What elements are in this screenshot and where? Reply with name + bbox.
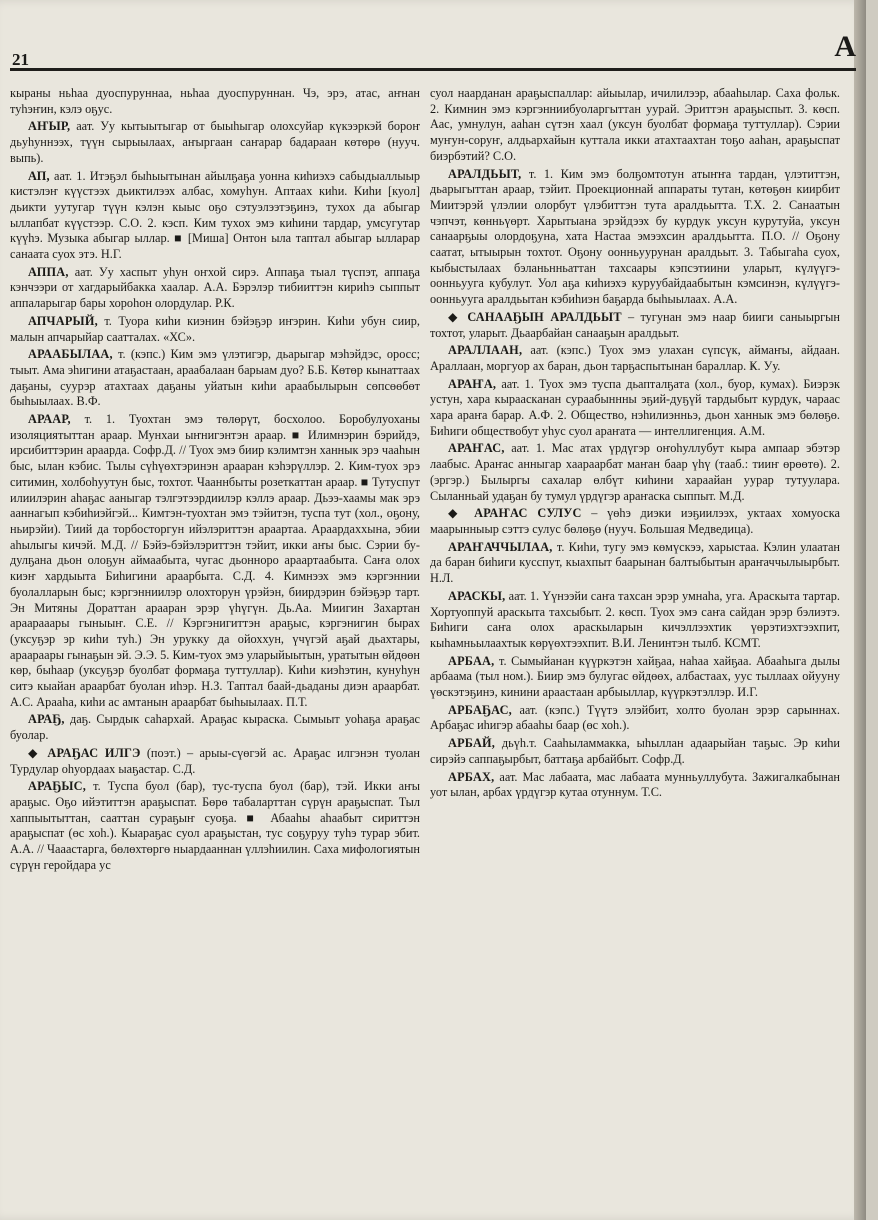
entry-headword: АРБАЙ,: [448, 736, 496, 751]
dictionary-entry: [430, 506, 840, 537]
entry-text: кыраны ньһаа дуоспуруннаа, ньһаа дуоспуруннан. Чэ, эрэ, атас, аҥнан туһэҥин, кэлэ оҕус.: [10, 86, 420, 116]
dictionary-entry: [10, 169, 420, 263]
entry-headword: АРАҔ,: [28, 712, 65, 727]
dictionary-entry: [10, 265, 420, 312]
entry-headword: АРАҔЫС,: [28, 779, 87, 794]
dictionary-entry: [430, 589, 840, 652]
page-header: [10, 30, 856, 70]
entry-text: аат. 1. Үүнээйи саҥа тахсан эрэр умнаһа, уга. Араскыта тартар. Хортуоппуй араскыта тахсыбыт. 2. көсп. Туох эмэ саҥа сайдан эрэр бэлиэтэ. Биһиги саҥа олох араскыларын кичэллээхтик үөрэтиэхтээхпит, кыһамньылаахтык көрүөхтээхпит. В.И. Ленинтэн тылб. КСМТ.: [430, 588, 840, 650]
entry-text: т. Туспа буол (бар), тус-туспа буол (бар), тэй. Икки аҥы араҕыс. Оҕо ийэтиттэн араҕыспат. Бөрө табаларттан сүрүн араҕыспат. Тыл хаппыытыттан, сааттан сураҕыҥ суоҕа. ■ Абааһы аһаабыт сириттэн араҕыспат (өс хоһ.). Кыараҕас суол араҕыстан, тус соҕуруу туһэ турар эбит. А.А. // Чааастарга, бөлөхтөргө ныардааннан үллэһиилин. Саха мифологиятын сүрүн геройдара ус: [10, 779, 420, 872]
dictionary-entry: [10, 712, 420, 743]
dictionary-entry: [430, 167, 840, 308]
section-letter: А: [834, 30, 856, 63]
entry-headword: АРААБЫЛАА,: [28, 347, 113, 362]
entry-headword: АРАҤАЧЧЫЛАА,: [448, 539, 553, 554]
entry-headword: АП,: [28, 168, 50, 183]
entry-text: т. 1. Туохтан эмэ төлөрүт, босхолоо. Боробулуоханы изоляциятыттан араар. Мунхаи ыҥнигэнтэн араар. ■ Илимнэрин бэрийдэ, ирсибиттэрин араарда. Софр.Д. // Туох эмэ биир кэлимтэн ханнык эрэ чааһын быс, ылан кэбис. Тылы сүһүөхтэринэн арааран кэһэрүллэр. 2. Ким-туох эрэ ситимин, холбоһуутун быс, тохтот. Чааннбыты розеткаттан араар. ■ Тутуспут илиилэрин аһаҕас ааныгар тэлгэтээрдиилэр кэллэ араар. Дьээ-хаамы мак эрэ ааннагып кэбиһиэйгэй... Кимтэн-туохтан эмэ тэйитэн, туспа тут (хол., оҕону, ньирэйи). Тиий да торбосторгун ийэлэриттэн араартаа. Араардаххына, эбии аһылыгы кичэй. М.Д. // Бэйэ-бэйэлэриттэн тэйит, икки аҥы быс. Сэрии будулҕана дьон олоҕун аймаабыта, чугас дьонноро араартаабыта. Саҥа олох киэҥ хардыыта Биһигини араарбыта. С.Д. 4. Кимнээх эмэ кэргэннии буолалларын быс; кэргэнниилэр олохторун үрэйэн, биирдэрин бэйэҕэр тарт. Эн Митяны Дорaттан арааран эрэр үһүгүн. Дь.Аа. Миигин Захартан араарааары гыныыҥ. С.Е. // Кэргэнигиттэн араҕыс, кэргэнигин бырах (уксуҕэр эр киһи туһ.) Эн урукку да ойоххун, үчүгэй аҕай дьахтары, араараары гынаҕын эй. Э.Э. 5. Ким-туох эмэ уларыйыытын, уратытын өйдөөн көр, быһаар (уксуҕэр буолбат формаҕа туттуллар). Киһи киэһэтин, кунуһун ситэ кыайан араарбат буолан иһэр. Н.З. Таптал баай-дьаданы диэн араарбат. А.С. Арааһа, киһи ас амтанын араарбат быһыылаах. П.Т.: [10, 412, 420, 709]
dictionary-entry: [430, 310, 840, 341]
dictionary-entry: [10, 412, 420, 710]
dictionary-entry: [10, 347, 420, 410]
page-edge: [854, 0, 866, 1220]
entry-headword: ◆ АРАҔАС ИЛГЭ: [28, 745, 141, 760]
entry-headword: ◆ АРАҤАС СУЛУС: [448, 506, 582, 521]
entry-headword: АРАҤАС,: [448, 441, 505, 456]
entry-text: аат. 1. Туох эмэ туспа дьапталҕата (хол., буор, кумах). Биэрэк устун, хара кыраасканан сураабыннны эҕий-дуҕүй тардыбыт курдук, чараас хара араҥа барар. А.Ф. 2. Общество, нэһилиэнньэ, дьон ханнык эмэ бөлөҕө. Биһиги обществобут уһус суол араҥата — интеллигенция. А.М.: [430, 376, 840, 438]
page-number: 21: [12, 50, 29, 69]
entry-headword: АПЧАРЫЙ,: [28, 313, 98, 328]
entry-headword: АҤЫР,: [28, 119, 71, 134]
entry-text: аат. Уу хаспыт уһун оҥхой сирэ. Аппаҕа тыал түспэт, аппаҕа кэнчээри от хагдарыйбакка хаалар. А.А. Бэрэлэр тибииттэн кириһэ сыппыт аппаларыгар бары хороһон олордулар. Р.К.: [10, 264, 420, 311]
entry-headword: АРАЛЛААН,: [448, 343, 523, 358]
dictionary-entry: [10, 314, 420, 345]
entry-headword: АРАСКЫ,: [448, 588, 506, 603]
dictionary-entry: [430, 770, 840, 801]
entry-headword: АРААР,: [28, 412, 71, 427]
dictionary-entry: [430, 736, 840, 767]
entry-text: – тугунан эмэ наар бииги саныыргын тохтот, уларыт. Дьаарбайан санааҕын аралдьыт.: [430, 309, 840, 340]
dictionary-entry: [430, 540, 840, 587]
dictionary-entry: [430, 654, 840, 701]
entry-headword: АРБАҔАС,: [448, 702, 512, 717]
entry-text: т. Туора киһи киэнин бэйэҕэр иҥэрин. Киһи убун сиир, малын апчарыйар саатталах. «ХС».: [10, 313, 420, 344]
dictionary-entry: [10, 119, 420, 166]
entry-text: (поэт.) – арыы-сүөгэй ас. Араҕас илгэнэн туолан Турдулар оһуордаах ыаҕастар. С.Д.: [10, 745, 420, 776]
entry-text: суол наарданан араҕыспаллар: айыылар, ичилилээр, абааһылар. Саха фольк. 2. Кимнин эмэ кэргэнниибуоларгыттан уурай. Эриттэн араҕыспыт. 3. көсп. Аас, умнулун, ааһан сүтэн хаал (уксун буолбат формаҕа туттуллар). Сэрии муҥун-соруҥ, алдьархайын куттала икки атахтаахтан тоҕо ааһан, араҕыспат биэрбэтий? С.О.: [430, 86, 840, 163]
right-column: [430, 86, 840, 1206]
header-rule: [10, 68, 856, 71]
dictionary-entry: [430, 441, 840, 504]
entry-text: аат. 1. Итэҕэл быһыытынан айылҕаҕа уонна киһиэхэ сабыдыаллыыр кистэлэҥ күүстээх дьиктилээх албас, хомуһун. Аптаах киһи. Киһи [куол] дьикти уутугар түүн кэлэн кыыс оҕо сэтуэлээтэҕинэ, тухох да абыгар ыллапбат күүстээр. С.О. 2. кэсп. Ким тухох эмэ киһини тардар, умсугутар күүһэ. Музыка абыгар ыллар. ■ [Миша] Онтон ыла таптал абыгар ылларар санаата суох этэ. Н.Г.: [10, 168, 420, 262]
dictionary-entry: [430, 86, 840, 165]
entry-text: аат. Уу кытыытыгар от быыһыгар олохсуйар күкээркэй бороҥ дьуһуннээх, түүн сырыылаах, аҥыргаан саҥарар бадараан көтөрө (нууч. выпь).: [10, 119, 420, 165]
entry-headword: ◆ САНААҔЫН АРАЛДЬЫТ: [448, 309, 622, 324]
entry-text: аат. (кэпс.) Түүтэ элэйбит, холто буолан эрэр сарыннах. Арбаҕас иһигэр абааһы баар (өс хоһ.).: [430, 702, 840, 733]
entry-text: т. Киһи, тугу эмэ көмүскээ, харыстаа. Кэлин улаатан да баран биһиги кусспут, кыахпыт баарынан балтыбытын араҥаччылыырбыт. Н.Л.: [430, 539, 840, 586]
entry-headword: АРАЛДЬЫТ,: [448, 166, 522, 181]
dictionary-entry: [430, 703, 840, 734]
entry-text: аат. (кэпс.) Туох эмэ улахан сүпсүк, аймаҥы, айдаан. Араллаан, моргуор ах баран, дьон тарҕаспытынан бараллар. Ҝ. Уу.: [430, 343, 840, 373]
entry-headword: АРБАХ,: [448, 769, 495, 784]
entry-text: т. 1. Ким эмэ болҕомтотун атыҥҥа тардан, үлэтиттэн, дьарыгыттан араар, тэйит. Проекционнай аппараты тутан, көтөҕөн киирбит Миитэрэй үлэлии олорбут үлэбиттэн тута аралдьытта. Т.Х. 2. Санаатын чэпчэт, көнньүөрт. Харытыана эрэйдээх бу курдук уксун курутуйа, уксун санаарҕыы олордоҕуна, хата Настаа эмээхсин аралдьытта. П.О. // Оҕону саатат, ытыырын тохтот. Оҕону оонньуурунан аралдьыт. 3. Табыгаһа суох, кыбыстылаах бэланьнньаттан тахсаары кэпсэтиини уларыт, күлүүгэ-оонньууга кубулут. Уол аҕа киһиэхэ куруубайдаабытын кэмсинэн, күлүүгэ-оонньууга аралдьытан кэбиһиэн баҕарда быһыылаах. А.А.: [430, 166, 840, 307]
dictionary-entry: [10, 86, 420, 117]
entry-text: т. Сымыйанан күүркэтэн хайҕаа, наһаа хайҕаа. Абааһыга дылы арбаама (тыл ном.). Биир эмэ булугас өйдөөх, албастаах, уус тыллаах ойууну үөскэтэҕинэ, кинини араастаан арбыыллар, күүркэтэллэр. И.Г.: [430, 653, 840, 700]
entry-text: аат. 1. Мас атах үрдүгэр оҥоһуллубут кыра ампаар эбэтэр лаабыс. Араҥас анныгар хаараарбат маҥан баар үһү (тааб.: тииҥ өрөөтө). 2. (эргэр.) Былыргы сахалар өлбүт киһини хараайан уурар тутуулара. Сыланньай удаҕан бу тумул үрдүгэр араҥаска сыппыт. М.Д.: [430, 441, 840, 503]
left-column: [10, 86, 420, 1206]
entry-headword: АРАҤА,: [448, 376, 497, 391]
entry-headword: АРБАА,: [448, 653, 495, 668]
dictionary-entry: [10, 779, 420, 873]
entry-text: т. (кэпс.) Ким эмэ үлэтигэр, дьарыгар мэһэйдэс, оросс; тыыт. Ама эһигини атаҕастаан, араабалаан барыам дуо? Б.Б. Көтөр кынаттаах даҕаны, суурэр атахтаах даҕаны уйатын киһи араабылырын сөпсөөбөт быһыылаах. В.Ф.: [10, 347, 420, 409]
dictionary-entry: [430, 377, 840, 440]
entry-text: даҕ. Сырдык саһархай. Араҕас кыраска. Сымыыт уоһаҕа араҕас буолар.: [10, 712, 420, 743]
entry-text: аат. Мас лабаата, мас лабаата мунньуллубута. Зажигалкабынан уот ылан, арбах үрдүгэр кутаа отуннум. Т.С.: [430, 769, 840, 800]
entry-text: дьүһ.т. Сааһыламмакка, ыһыллан адаарыйан таҕыс. Эр киһи сирэйэ саппаҕырбыт, баттаҕа арбайбыт. Софр.Д.: [430, 736, 840, 766]
entry-headword: АППА,: [28, 264, 69, 279]
entry-text: – үөһэ диэки иэҕиилээх, уктаах хомуоска маарынныыр сэттэ сулус бөлөҕө (нууч. Большая Медведица).: [430, 506, 840, 536]
dictionary-entry: [10, 746, 420, 777]
dictionary-entry: [430, 343, 840, 374]
